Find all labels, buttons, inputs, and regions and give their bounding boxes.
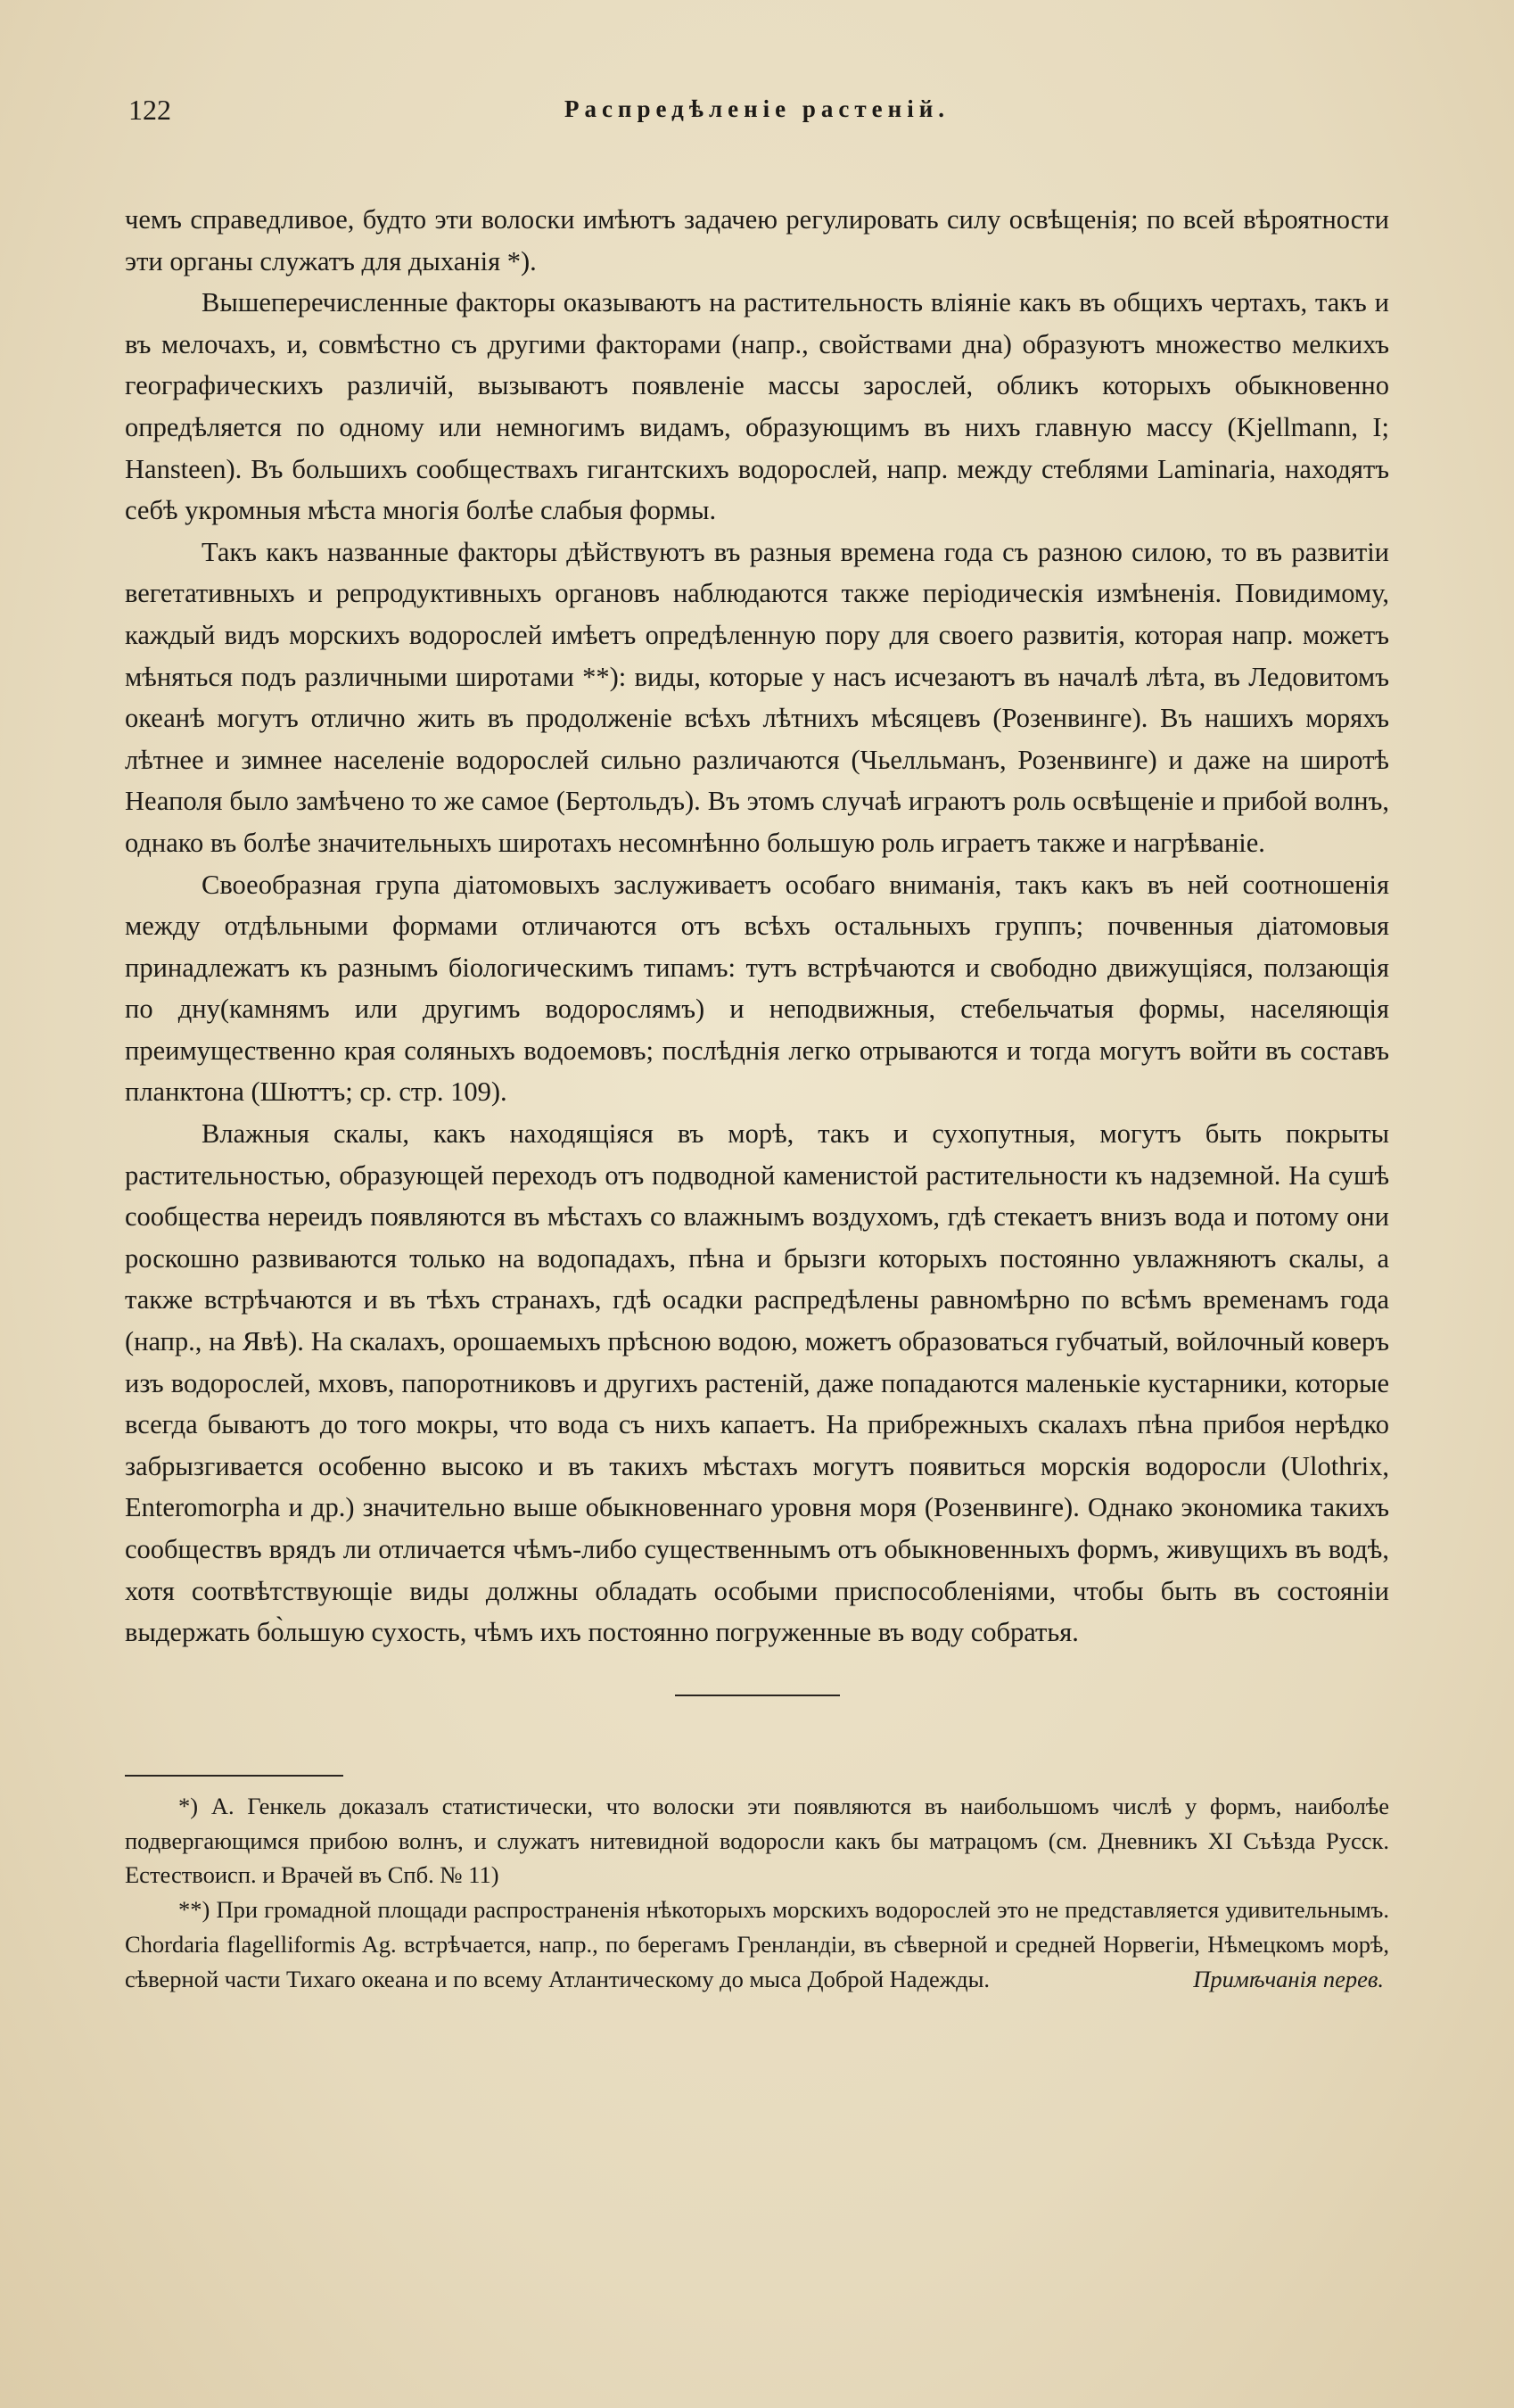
page-number: 122 bbox=[128, 94, 171, 126]
running-head bbox=[125, 85, 1389, 147]
footnote-rule bbox=[125, 1775, 343, 1777]
footnote-2-text: **) При громадной площади распространенія нѣкоторыхъ морскихъ водорослей это не представляется удивительнымъ. Chordaria flagelliformis Ag. встрѣчается, напр., по берегамъ Гренландіи, въ сѣверной и средней Норвегіи, Нѣмецкомъ морѣ, сѣверной части Тихаго океана и по всему Атлантическому до мыса Доброй Надежды. bbox=[125, 1896, 1389, 1992]
paragraph-5: Влажныя скалы, какъ находящіяся въ морѣ, такъ и сухопутныя, могутъ быть покрыты растительностью, образующей переходъ отъ подводной каменистой растительности къ надземной. На сушѣ сообщества нереидъ появляются въ мѣстахъ со влажнымъ воздухомъ, гдѣ стекаетъ внизъ вода и потому они роскошно развиваются только на водопадахъ, пѣна и брызги которыхъ постоянно увлажняютъ скалы, а также встрѣчаются и въ тѣхъ странахъ, гдѣ осадки распредѣлены равномѣрно по всѣмъ временамъ года (напр., на Явѣ). На скалахъ, орошаемыхъ прѣсною водою, можетъ образоваться губчатый, войлочный коверъ изъ водорослей, мховъ, папоротниковъ и другихъ растеній, даже попадаются маленькіе кустарники, которые всегда бываютъ до того мокры, что вода съ нихъ капаетъ. На прибрежныхъ скалахъ пѣна прибоя нерѣдко забрызгивается особенно высоко и въ такихъ мѣстахъ могутъ появиться морскія водоросли (Ulothrix, Enteromorpha и др.) значительно выше обыкновеннаго уровня моря (Розенвинге). Однако экономика такихъ сообществъ врядъ ли отличается чѣмъ-либо существеннымъ отъ обыкновенныхъ формъ, живущихъ въ водѣ, хотя соотвѣтствующіе виды должны обладать особыми приспособленіями, чтобы быть въ состояніи выдержать бо̀льшую сухость, чѣмъ ихъ постоянно погруженные въ воду собратья. bbox=[125, 1118, 1389, 1648]
running-title: Распредѣленіе растеній. bbox=[564, 95, 950, 122]
footnotes bbox=[125, 1789, 1389, 1997]
footnote-2 bbox=[125, 1893, 1389, 1996]
section-rule bbox=[675, 1695, 840, 1696]
paragraph-3: Такъ какъ названные факторы дѣйствуютъ въ разныя времена года съ разною силою, то въ развитіи вегетативныхъ и репродуктивныхъ органовъ наблюдаются также періодическія измѣненія. Повидимому, каждый видъ морскихъ водорослей имѣетъ опредѣленную пору для своего развитія, которая напр. можетъ мѣняться подъ различными широтами **): виды, которые у насъ исчезаютъ въ началѣ лѣта, въ Ледовитомъ океанѣ могутъ отлично жить въ продолженіе всѣхъ лѣтнихъ мѣсяцевъ (Розенвинге). Въ нашихъ моряхъ лѣтнее и зимнее населеніе водорослей сильно различаются (Чьелльманъ, Розенвинге) и даже на широтѣ Неаполя было замѣчено то же самое (Бертольдъ). Въ этомъ случаѣ играютъ роль освѣщеніе и прибой волнъ, однако въ болѣе значительныхъ широтахъ несомнѣнно большую роль играетъ также и нагрѣваніе. bbox=[125, 536, 1389, 858]
footnote-signature: Примѣчанія перев. bbox=[1193, 1965, 1384, 1992]
body-text bbox=[125, 199, 1389, 1653]
footnote-1: *) А. Генкель доказалъ статистически, что волоски эти появляются въ наибольшомъ числѣ у формъ, наиболѣе подвергающимся прибою волнъ, и служатъ нитевидной водоросли какъ бы матрацомъ (см. Дневникъ XI Съѣзда Русск. Естествоисп. и Врачей въ Спб. № 11) bbox=[125, 1792, 1389, 1889]
paragraph-4: Своеобразная група діатомовыхъ заслуживаетъ особаго вниманія, такъ какъ въ ней соотношенія между отдѣльными формами отличаются отъ всѣхъ остальныхъ группъ; почвенныя діатомовыя принадлежатъ къ разнымъ біологическимъ типамъ: тутъ встрѣчаются и свободно движущіяся, ползающія по дну(камнямъ или другимъ водорослямъ) и неподвижныя, стебельчатыя формы, населяющія преимущественно края соляныхъ водоемовъ; послѣднія легко отрываются и тогда могутъ войти въ составъ планктона (Шюттъ; ср. стр. 109). bbox=[125, 869, 1389, 1108]
paragraph-2: Вышеперечисленные факторы оказываютъ на растительность вліяніе какъ въ общихъ чертахъ, такъ и въ мелочахъ, и, совмѣстно съ другими факторами (напр., свойствами дна) образуютъ множество мелкихъ географическихъ различій, вызываютъ появленіе массы зарослей, обликъ которыхъ обыкновенно опредѣляется по одному или немногимъ видамъ, образующимъ въ нихъ главную массу (Kjellmann, I; Hansteen). Въ большихъ сообществахъ гигантскихъ водорослей, напр. между стеблями Laminaria, находятъ себѣ укромныя мѣста многія болѣе слабыя формы. bbox=[125, 287, 1389, 526]
paragraph-1: чемъ справедливое, будто эти волоски имѣютъ задачею регулировать силу освѣщенія; по всей вѣроятности эти органы служатъ для дыханія *). bbox=[125, 204, 1389, 276]
